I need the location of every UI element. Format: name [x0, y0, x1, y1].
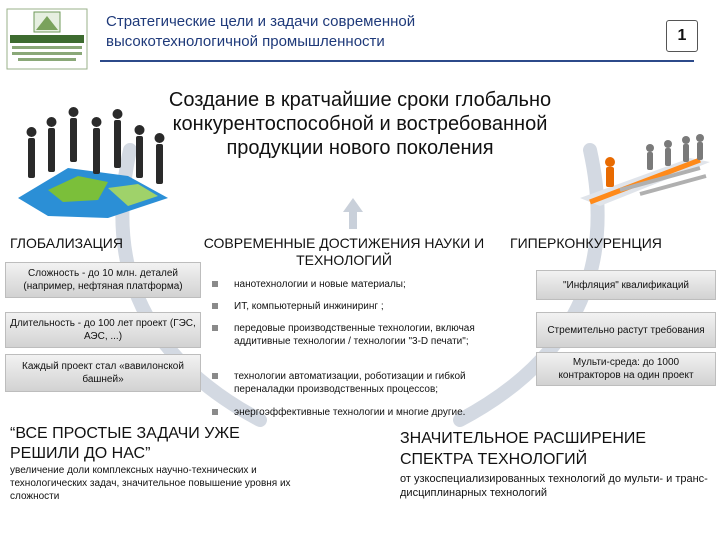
hypercompetition-box-requirements: Стремительно растут требования: [536, 312, 716, 348]
hypercompetition-box-inflation: "Инфляция" квалификаций: [536, 270, 716, 300]
hypercompetition-box-multienv: Мульти-среда: до 1000 контракторов на один проект: [536, 352, 716, 386]
quote-heading: “ВСЕ ПРОСТЫЕ ЗАДАЧИ УЖЕ РЕШИЛИ ДО НАС”: [10, 425, 240, 462]
main-goal-title: Создание в кратчайшие сроки глобально конкурентоспособной и востребованной продукции нового поколения: [168, 89, 552, 159]
header-divider: [100, 60, 694, 62]
expansion-heading: ЗНАЧИТЕЛЬНОЕ РАСШИРЕНИЕ СПЕКТРА ТЕХНОЛОГИЙ: [400, 430, 647, 468]
bullet-square-icon: [212, 325, 218, 331]
globalization-box-babel: Каждый проект стал «вавилонской башней»: [5, 354, 201, 392]
bullet-square-icon: [212, 373, 218, 379]
column-header-globalization: ГЛОБАЛИЗАЦИЯ: [10, 235, 123, 251]
quote-description: увеличение доли комплексных научно-технических и технологических задач, значительное повышение уровня их сложности: [10, 465, 291, 502]
column-header-achievements: СОВРЕМЕННЫЕ ДОСТИЖЕНИЯ НАУКИ И ТЕХНОЛОГИЙ: [203, 235, 485, 268]
bullet-square-icon: [212, 303, 218, 309]
bullet-square-icon: [212, 281, 218, 287]
expansion-description: от узкоспециализированных технологий до мульти- и транс- дисциплинарных технологий: [400, 473, 708, 499]
globalization-box-duration: Длительность - до 100 лет проект (ГЭС, АЭС, ...): [5, 312, 201, 348]
bullet-square-icon: [212, 409, 218, 415]
up-arrow-icon: [343, 198, 363, 212]
race-leader-image: [580, 128, 710, 208]
institution-logo: [6, 8, 88, 70]
page-number: 1: [666, 20, 698, 52]
header-title: Стратегические цели и задачи современной высокотехнологичной промышленности: [106, 13, 416, 50]
column-header-hypercompetition: ГИПЕРКОНКУРЕНЦИЯ: [510, 235, 662, 251]
globalization-box-complexity: Сложность - до 10 млн. деталей (например, нефтяная платформа): [5, 262, 201, 298]
